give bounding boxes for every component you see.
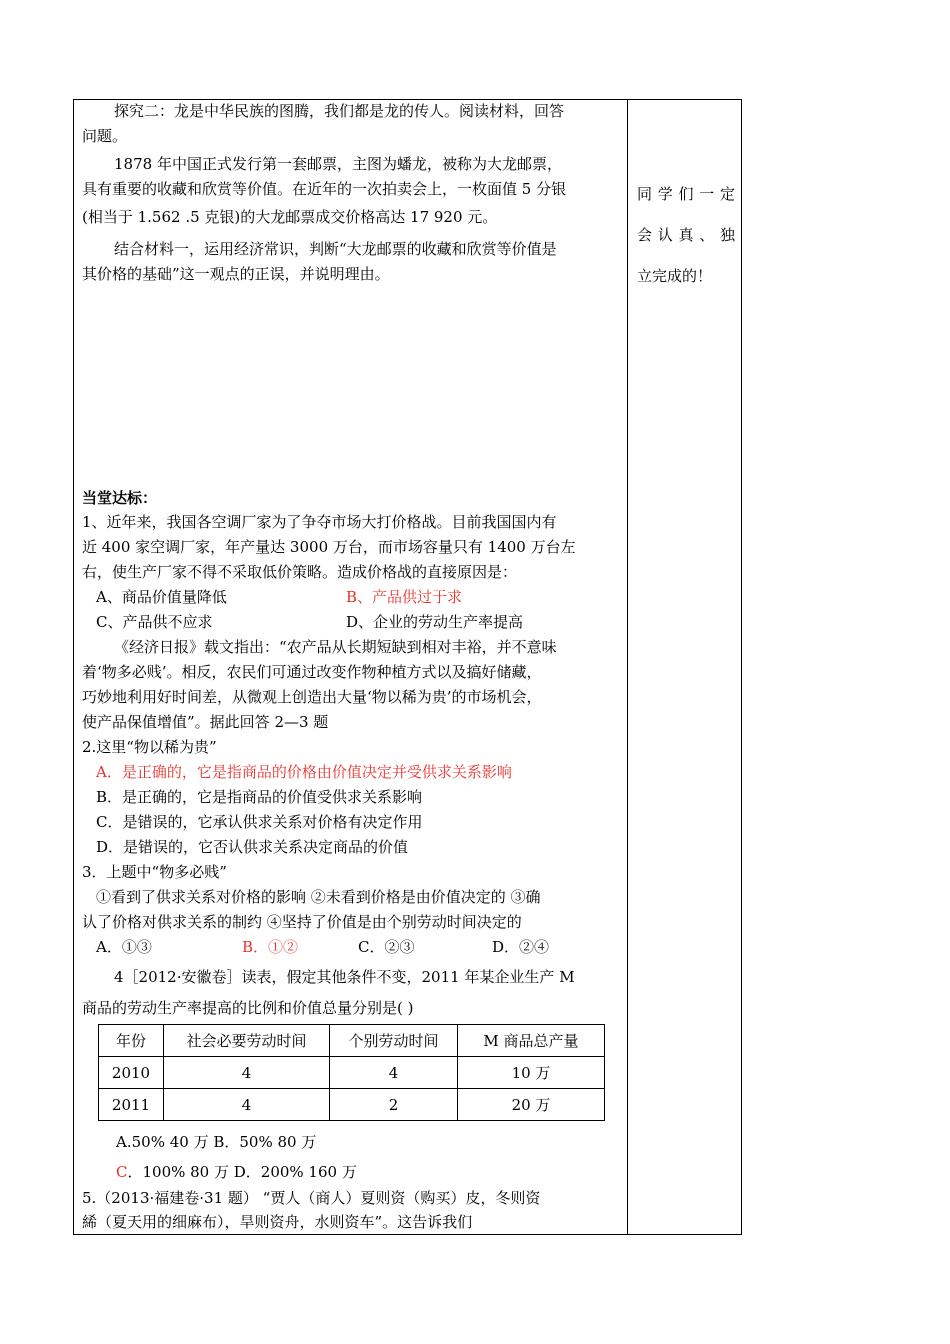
side-note-line: 会认真、独 [637,226,735,244]
table-header-cell: 社会必要劳动时间 [164,1025,330,1057]
q5-text: 絺（夏天用的细麻布），旱则资舟，水则资车”。这告诉我们 [82,1213,473,1231]
explore-para: (相当于 1.562 .5 克银)的大龙邮票成交价格高达 17 920 元。 [82,208,498,226]
table-header-cell: 年份 [99,1025,164,1057]
q3-option-c: C．②③ [358,938,415,956]
table-header-row [99,1025,605,1057]
q2-option-a-answer: A．是正确的，它是指商品的价格由价值决定并受供求关系影响 [96,763,512,781]
q3-statements: ①看到了供求关系对价格的影响 ②未看到价格是由价值决定的 ③确 [96,888,541,906]
q3-text: 3．上题中“物多必贱” [82,863,227,881]
q3-options-row [82,935,622,960]
table-header-cell: 个别劳动时间 [330,1025,458,1057]
q1-options-row [82,610,622,635]
table-cell: 20 万 [458,1089,605,1121]
side-note [637,174,735,297]
q4-text: 4［2012·安徽卷］读表，假定其他条件不变，2011 年某企业生产 M [114,968,575,986]
material-text: 巧妙地利用好时间差，从微观上创造出大量‘物以稀为贵’的市场机会， [82,688,542,706]
q3-statements: 认了价格对供求关系的制约 ④坚持了价值是由个别劳动时间决定的 [82,913,522,931]
q2-option-b: B．是正确的，它是指商品的价值受供求关系影响 [96,788,423,806]
q4-options-cd [116,1160,357,1185]
side-note-line: 立完成的！ [637,267,713,285]
table-row [99,1089,605,1121]
q1-text: 1、近年来，我国各空调厂家为了争夺市场大打价格战。目前我国国内有 [82,513,557,531]
q1-text: 右，使生产厂家不得不采取低价策略。造成价格战的直接原因是： [82,563,518,581]
explore-para: 具有重要的收藏和欣赏等价值。在近年的一次拍卖会上，一枚面值 5 分银 [82,180,567,198]
q4-text: 商品的劳动生产率提高的比例和价值总量分别是( ) [82,999,414,1017]
table-cell: 2 [330,1089,458,1121]
q4-option-c-answer-letter: C [116,1163,128,1181]
q5-text: 5.（2013·福建卷·31 题） “贾人（商人）夏则资（购买）皮，冬则资 [82,1189,541,1207]
q1-options-row [82,585,622,610]
q1-option-b-answer: B、产品供过于求 [346,588,463,606]
explore-para: 1878 年中国正式发行第一套邮票，主图为蟠龙，被称为大龙邮票， [114,155,562,173]
table-row [99,1057,605,1089]
table-cell: 2010 [99,1057,164,1089]
explore-title: 探究二：龙是中华民族的图腾，我们都是龙的传人。阅读材料，回答 [114,102,565,120]
q4-table [98,1024,605,1121]
q2-option-c: C．是错误的，它承认供求关系对价格有决定作用 [96,813,423,831]
q2-option-d: D．是错误的，它否认供求关系决定商品的价值 [96,838,409,856]
q2-text: 2.这里“物以稀为贵” [82,738,217,756]
table-header-cell: M 商品总产量 [458,1025,605,1057]
q1-text: 近 400 家空调厂家，年产量达 3000 万台，而市场容量只有 1400 万台左 [82,538,576,556]
table-cell: 10 万 [458,1057,605,1089]
q4-options-ab: A.50% 40 万 B．50% 80 万 [116,1133,317,1151]
q1-option-a: A、商品价值量降低 [96,588,227,606]
column-divider [627,99,628,1235]
table-cell: 2011 [99,1089,164,1121]
side-note-line: 同学们一定 [637,185,735,203]
material-text: 着‘物多必贱’。相反，农民们可通过改变作物种植方式以及搞好储藏， [82,663,542,681]
table-cell: 4 [330,1057,458,1089]
table-cell: 4 [164,1089,330,1121]
q3-option-b-answer: B．①② [242,938,299,956]
explore-question: 其价格的基础”这一观点的正误，并说明理由。 [82,265,390,283]
q1-option-d: D、企业的劳动生产率提高 [346,613,524,631]
q3-option-d: D．②④ [492,938,550,956]
material-text: 《经济日报》载文指出：“农产品从长期短缺到相对丰裕，并不意味 [114,638,557,656]
practice-heading: 当堂达标： [82,489,158,507]
q3-option-a: A．①③ [96,938,152,956]
explore-title-cont: 问题。 [82,127,128,145]
explore-question: 结合材料一，运用经济常识，判断“大龙邮票的收藏和欣赏等价值是 [114,240,557,258]
q4-option-cd-text: ．100% 80 万 D．200% 160 万 [127,1163,357,1181]
q1-option-c: C、产品供不应求 [96,613,213,631]
table-cell: 4 [164,1057,330,1089]
material-text: 使产品保值增值”。据此回答 2—3 题 [82,713,329,731]
